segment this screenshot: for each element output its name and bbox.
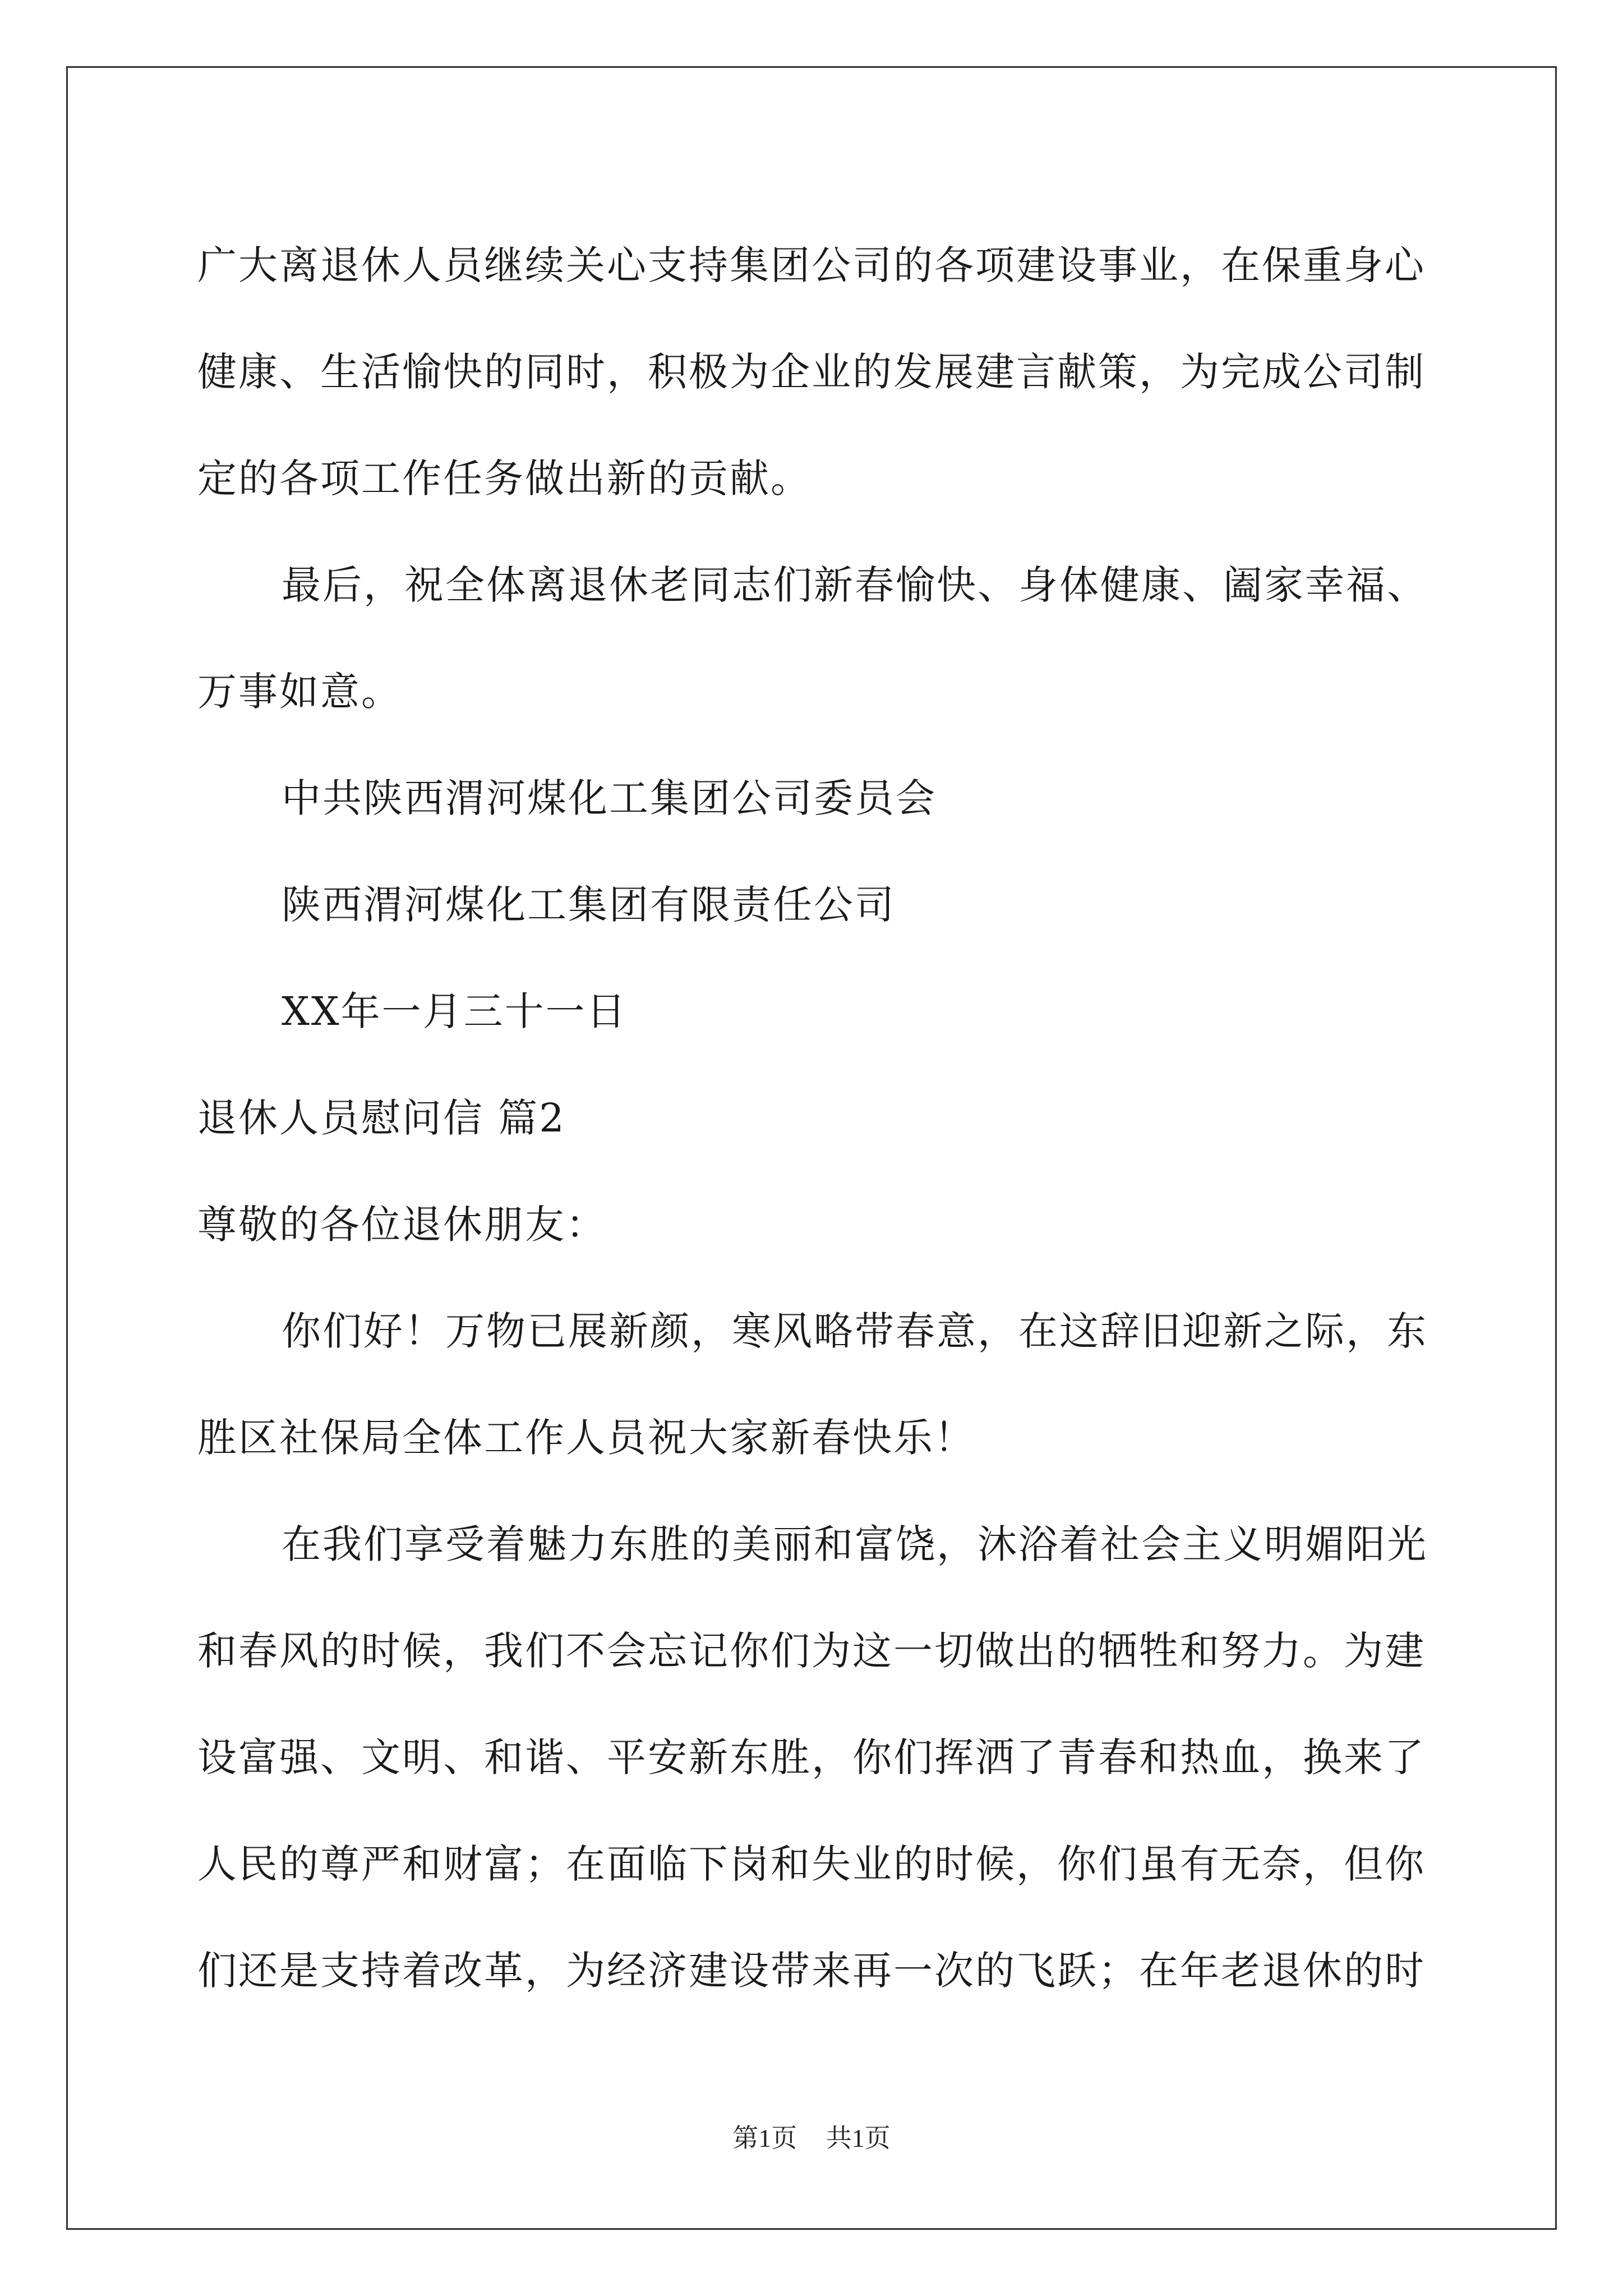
text-line-1: 广大离退休人员继续关心支持集团公司的各项建设事业，在保重身心 [197,242,1426,288]
page-footer [0,2118,1623,2155]
text-line-15: 设富强、文明、和谐、平安新东胜，你们挥洒了青春和热血，换来了 [197,1734,1426,1780]
text-line-17: 们还是支持着改革，为经济建设带来再一次的飞跃；在年老退休的时 [197,1948,1426,1994]
text-line-12: 胜区社保局全体工作人员祝大家新春快乐！ [197,1415,975,1461]
text-line-13: 在我们享受着魅力东胜的美丽和富饶，沐浴着社会主义明媚阳光 [282,1521,1428,1567]
document-body [197,212,1426,2024]
text-line-5: 万事如意。 [197,669,402,715]
section-heading: 退休人员慰问信 篇2 [197,1095,566,1141]
page-total: 共1页 [826,2124,891,2152]
signature-line-1: 中共陕西渭河煤化工集团公司委员会 [282,775,937,821]
page-number: 第1页 [732,2124,797,2152]
text-line-16: 人民的尊严和财富；在面临下岗和失业的时候，你们虽有无奈，但你 [197,1841,1426,1887]
text-line-2: 健康、生活愉快的同时，积极为企业的发展建言献策，为完成公司制 [197,349,1426,395]
date-line: XX年一月三十一日 [282,988,628,1034]
signature-line-2: 陕西渭河煤化工集团有限责任公司 [282,882,896,928]
salutation: 尊敬的各位退休朋友： [197,1202,607,1248]
text-line-4: 最后，祝全体离退休老同志们新春愉快、身体健康、阖家幸福、 [282,562,1428,608]
text-line-14: 和春风的时候，我们不会忘记你们为这一切做出的牺牲和努力。为建 [197,1628,1426,1674]
text-line-11: 你们好！万物已展新颜，寒风略带春意，在这辞旧迎新之际，东 [282,1308,1428,1354]
text-line-3: 定的各项工作任务做出新的贡献。 [197,455,811,501]
